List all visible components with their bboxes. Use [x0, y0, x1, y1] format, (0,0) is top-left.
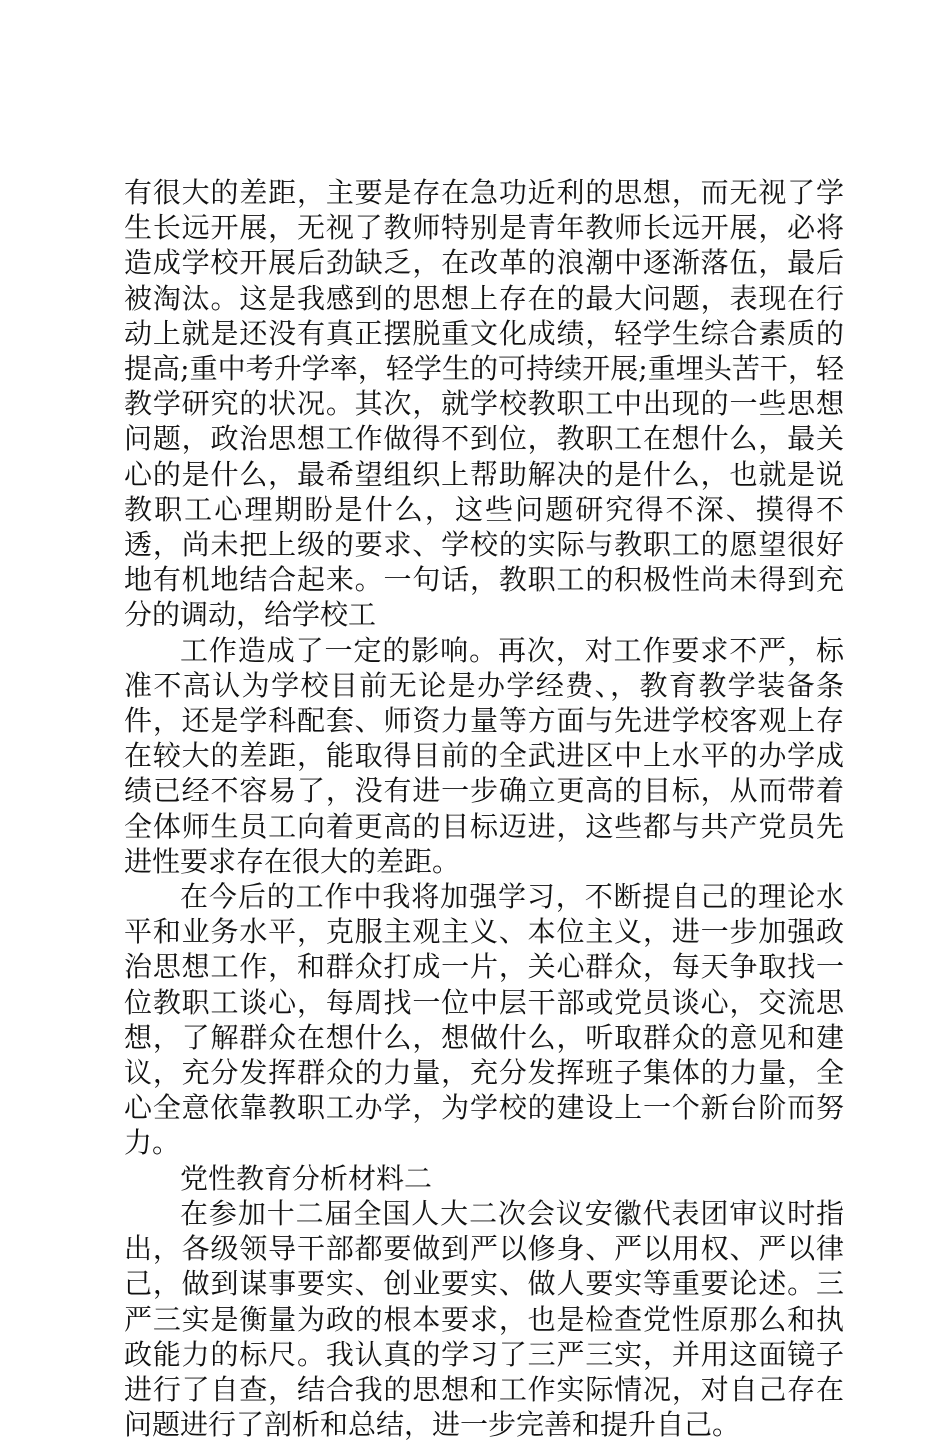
- document-body: [124, 175, 844, 1442]
- paragraph-future-work: 在今后的工作中我将加强学习，不断提自己的理论水平和业务水平，克服主观主义、本位主义，进一步加强政治思想工作，和群众打成一片，关心群众，每天争取找一位教职工谈心，每周找一位中层干部或党员谈心，交流思想，了解群众在想什么，想做什么，听取群众的意见和建议，充分发挥群众的力量，充分发挥班子集体的力量，全心全意依靠教职工办学，为学校的建设上一个新台阶而努力。: [124, 880, 844, 1160]
- paragraph-three-stricts: 在参加十二届全国人大二次会议安徽代表团审议时指出，各级领导干部都要做到严以修身、严以用权、严以律己，做到谋事要实、创业要实、做人要实等重要论述。三严三实是衡量为政的根本要求，也是检查党性原那么和执政能力的标尺。我认真的学习了三严三实，并用这面镜子进行了自查，结合我的思想和工作实际情况，对自己存在问题进行了剖析和总结，进一步完善和提升自己。: [124, 1196, 844, 1442]
- paragraph-work-impact: 工作造成了一定的影响。再次，对工作要求不严，标准不高认为学校目前无论是办学经费、，教育教学装备条件，还是学科配套、师资力量等方面与先进学校客观上存在较大的差距，能取得目前的全武进区中上水平的办学成绩已经不容易了，没有进一步确立更高的目标，从而带着全体师生员工向着更高的目标迈进，这些都与共产党员先进性要求存在很大的差距。: [124, 633, 844, 878]
- paragraph-continuation: 有很大的差距，主要是存在急功近利的思想，而无视了学生长远开展，无视了教师特别是青年教师长远开展，必将造成学校开展后劲缺乏，在改革的浪潮中逐渐落伍，最后被淘汰。这是我感到的思想上存在的最大问题，表现在行动上就是还没有真正摆脱重文化成绩，轻学生综合素质的提高;重中考升学率，轻学生的可持续开展;重埋头苦干，轻教学研究的状况。其次，就学校教职工中出现的一些思想问题，政治思想工作做得不到位，教职工在想什么，最关心的是什么，最希望组织上帮助解决的是什么，也就是说教职工心理期盼是什么，这些问题研究得不深、摸得不透，尚未把上级的要求、学校的实际与教职工的愿望很好地有机地结合起来。一句话，教职工的积极性尚未得到充分的调动，给学校工: [124, 176, 844, 632]
- section-heading: 党性教育分析材料二: [180, 1161, 433, 1195]
